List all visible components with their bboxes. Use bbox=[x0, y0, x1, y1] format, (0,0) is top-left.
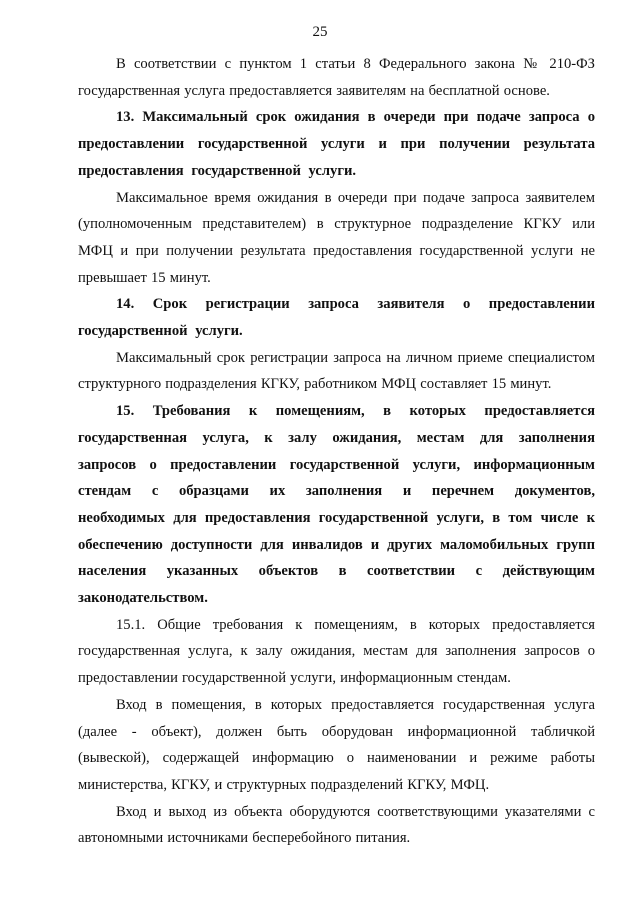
paragraph-free-of-charge: В соответствии с пунктом 1 статьи 8 Федерального закона № 210-ФЗ государственная услуга предоставляется заявителям на бесплатной основе. bbox=[78, 56, 595, 99]
paragraph-entrance-signage: Вход в помещения, в которых предоставляется государственная услуга (далее - объект), должен быть оборудован информационной табличкой (вывеской), содержащей информацию о наименовании и режиме работы министерства, КГКУ, и структурных подразделений КГКУ, МФЦ. bbox=[78, 696, 595, 793]
paragraph-entrance-exit-signs: Вход и выход из объекта оборудуются соответствующими указателями с автономными источниками бесперебойного питания. bbox=[78, 803, 595, 847]
heading-section-14: 14. Срок регистрации запроса заявителя о предоставлении государственной услуги. bbox=[78, 296, 595, 340]
page-number: 25 bbox=[312, 24, 328, 40]
document-body bbox=[78, 51, 595, 852]
heading-section-13: 13. Максимальный срок ожидания в очереди при подаче запроса о предоставлении государственной услуги и при получении результата предоставления государственной услуги. bbox=[78, 109, 595, 179]
paragraph-registration-time: Максимальный срок регистрации запроса на личном приеме специалистом структурного подразделения КГКУ, работником МФЦ составляет 15 минут. bbox=[78, 349, 595, 393]
heading-section-15: 15. Требования к помещениям, в которых предоставляется государственная услуга, к залу ожидания, местам для заполнения запросов о предоставлении государственной услуги, информационным стендам с образцами их заполнения и перечнем документов, необходимых для предоставления государственной услуги, в том числе к обеспечению доступности для инвалидов и других маломобильных групп населения указанных объектов в соответствии с действующим законодательством. bbox=[78, 403, 595, 607]
paragraph-15-1-general-requirements: 15.1. Общие требования к помещениям, в которых предоставляется государственная услуга, к залу ожидания, местам для заполнения запросов о предоставлении государственной услуги, информационным стендам. bbox=[78, 616, 595, 687]
paragraph-queue-time: Максимальное время ожидания в очереди при подаче запроса заявителем (уполномоченным представителем) в структурное подразделение КГКУ или МФЦ и при получении результата предоставления государственной услуги не превышает 15 минут. bbox=[78, 189, 595, 286]
